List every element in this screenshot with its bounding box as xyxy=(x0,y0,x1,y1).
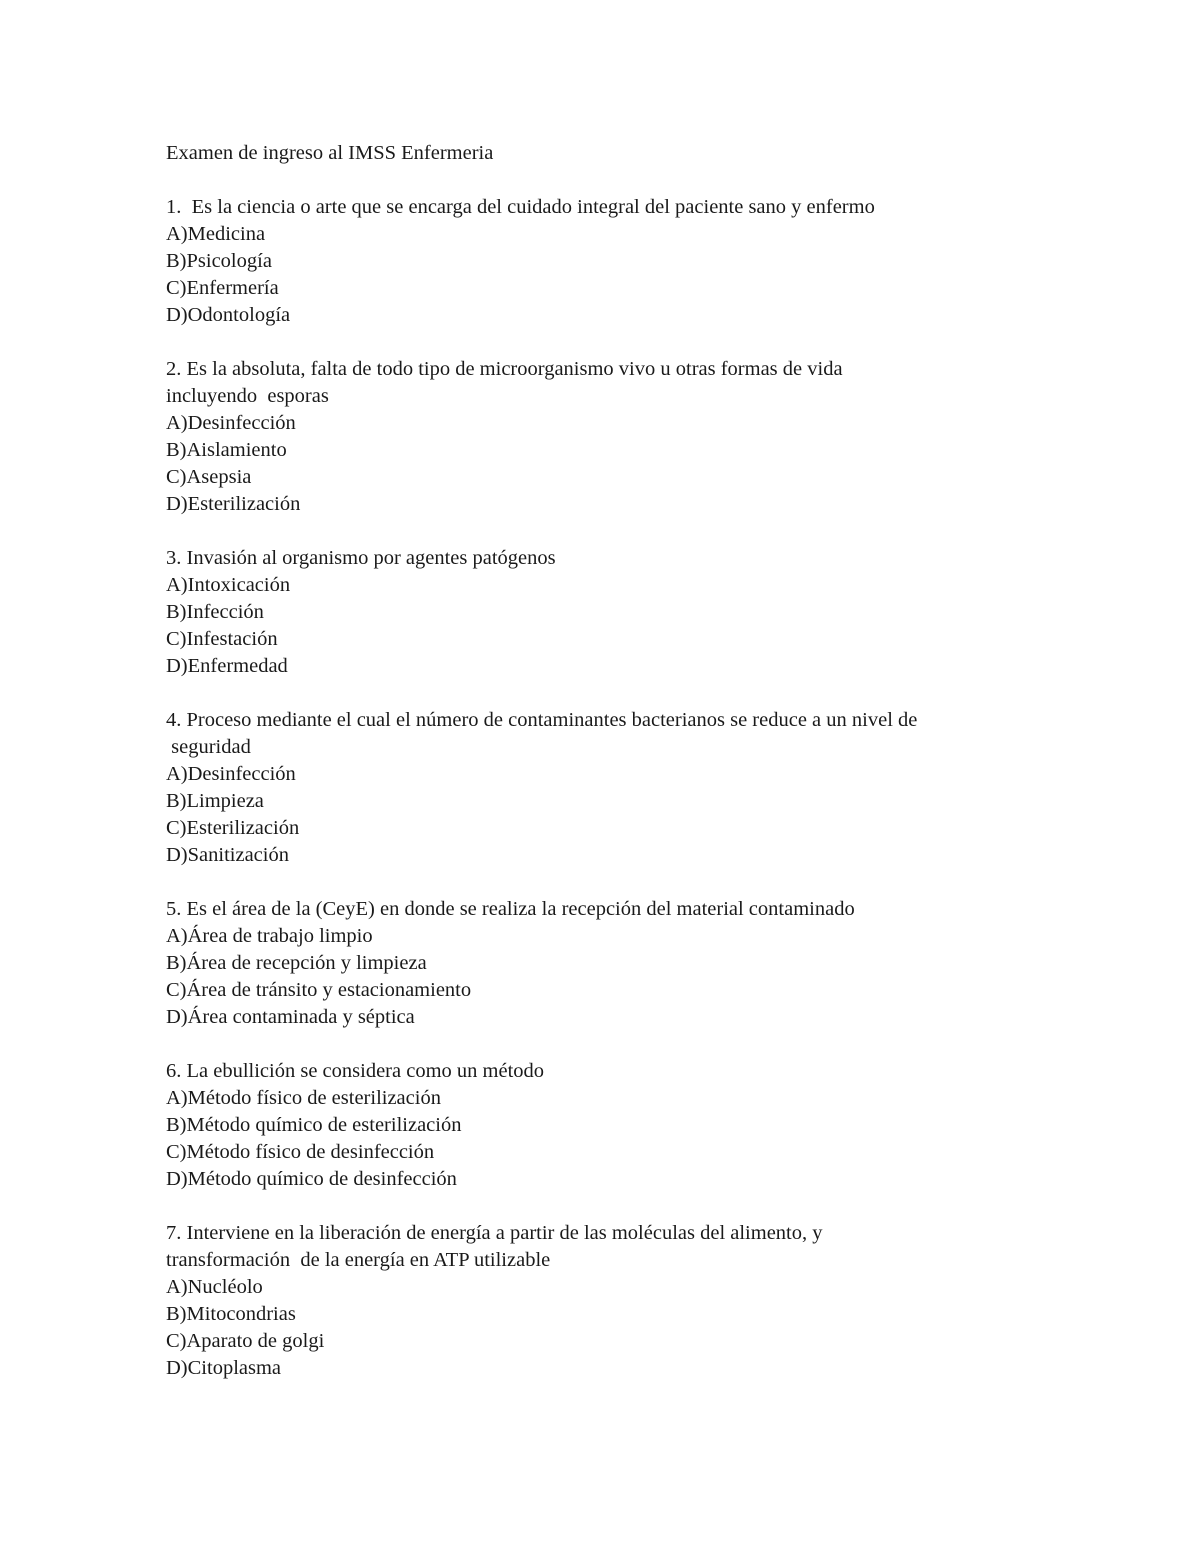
option-c: C)Área de tránsito y estacionamiento xyxy=(166,979,472,1001)
option-c: C)Asepsia xyxy=(166,466,252,488)
question-7 xyxy=(166,1220,1066,1382)
option-list xyxy=(166,923,1066,1031)
option-d: D)Odontología xyxy=(166,304,291,326)
option-list xyxy=(166,1085,1066,1193)
option-b: B)Aislamiento xyxy=(166,439,287,461)
option-c: C)Aparato de golgi xyxy=(166,1330,325,1352)
option-b: B)Infección xyxy=(166,601,264,623)
option-d: D)Esterilización xyxy=(166,493,301,515)
question-6 xyxy=(166,1058,1066,1193)
question-text: 5. Es el área de la (CeyE) en donde se realiza la recepción del material contaminado xyxy=(166,898,855,920)
option-list xyxy=(166,410,1066,518)
option-a: A)Nucléolo xyxy=(166,1276,263,1298)
option-list xyxy=(166,572,1066,680)
option-d: D)Sanitización xyxy=(166,844,289,866)
question-text: 4. Proceso mediante el cual el número de contaminantes bacterianos se reduce a un nivel de seguridad xyxy=(166,709,918,758)
option-c: C)Infestación xyxy=(166,628,278,650)
option-list xyxy=(166,761,1066,869)
document-title: Examen de ingreso al IMSS Enfermeria xyxy=(166,142,494,164)
option-d: D)Citoplasma xyxy=(166,1357,282,1379)
option-d: D)Área contaminada y séptica xyxy=(166,1006,415,1028)
option-b: B)Mitocondrias xyxy=(166,1303,296,1325)
option-a: A)Desinfección xyxy=(166,763,296,785)
option-b: B)Método químico de esterilización xyxy=(166,1114,462,1136)
question-3 xyxy=(166,545,1066,680)
option-a: A)Área de trabajo limpio xyxy=(166,925,373,947)
option-d: D)Enfermedad xyxy=(166,655,288,677)
option-a: A)Método físico de esterilización xyxy=(166,1087,441,1109)
option-a: A)Desinfección xyxy=(166,412,296,434)
question-text: 3. Invasión al organismo por agentes patógenos xyxy=(166,547,556,569)
question-1 xyxy=(166,194,1066,329)
question-text: 6. La ebullición se considera como un método xyxy=(166,1060,545,1082)
option-a: A)Intoxicación xyxy=(166,574,291,596)
question-text: 7. Interviene en la liberación de energía a partir de las moléculas del alimento, y transformación de la energía en ATP utilizable xyxy=(166,1222,823,1271)
question-text: 2. Es la absoluta, falta de todo tipo de microorganismo vivo u otras formas de vida incluyendo esporas xyxy=(166,358,843,407)
question-5 xyxy=(166,896,1066,1031)
option-list xyxy=(166,221,1066,329)
option-c: C)Método físico de desinfección xyxy=(166,1141,435,1163)
question-4 xyxy=(166,707,1066,869)
option-a: A)Medicina xyxy=(166,223,266,245)
option-d: D)Método químico de desinfección xyxy=(166,1168,457,1190)
option-c: C)Esterilización xyxy=(166,817,300,839)
option-b: B)Psicología xyxy=(166,250,272,272)
option-b: B)Área de recepción y limpieza xyxy=(166,952,427,974)
document-page xyxy=(166,140,1066,1409)
question-text: 1. Es la ciencia o arte que se encarga del cuidado integral del paciente sano y enfermo xyxy=(166,196,875,218)
option-b: B)Limpieza xyxy=(166,790,264,812)
option-c: C)Enfermería xyxy=(166,277,279,299)
option-list xyxy=(166,1274,1066,1382)
question-2 xyxy=(166,356,1066,518)
